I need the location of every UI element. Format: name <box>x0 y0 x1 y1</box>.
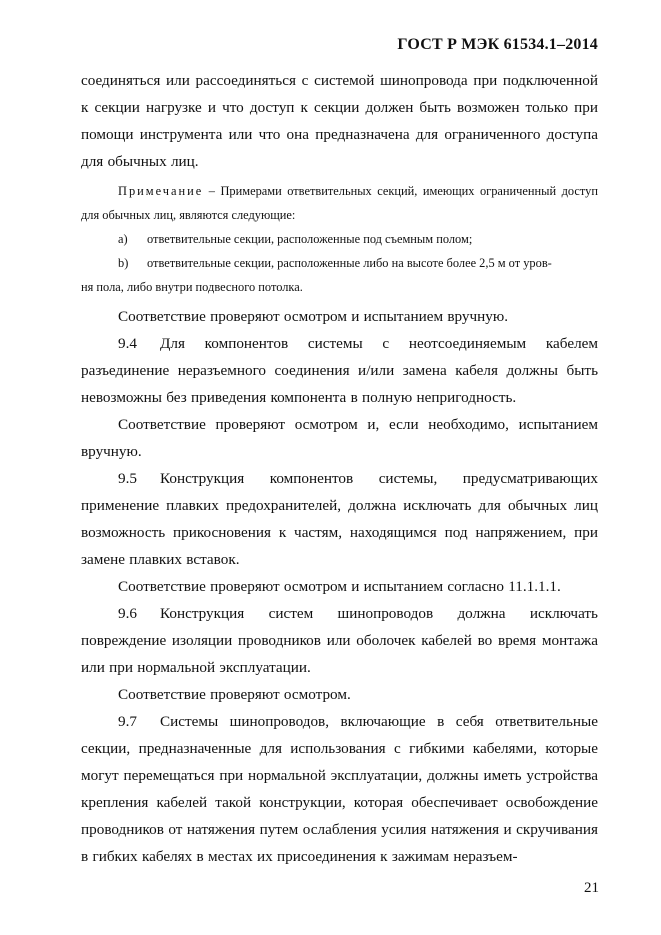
list-marker: а) <box>118 232 128 246</box>
paragraph-continuation: соединяться или рассоединяться с системой шинопровода при подключенной к секции нагрузке и что доступ к секции должен быть возможен только при помощи инструмента или что она предназначена для ограниченного доступа для обычных лиц. <box>81 72 598 170</box>
note-list-item-b-continuation: ня пола, либо внутри подвесного потолка. <box>81 280 303 294</box>
list-marker: b) <box>118 256 129 270</box>
note-text: – Примерами ответвительных секций, имеющих ограниченный доступ для обычных лиц, являются следующие: <box>81 184 598 222</box>
clause-text: Конструкция компонентов системы, предусматривающих применение плавких предохранителей, должна исключать для обычных лиц возможность прикосновения к частям, находящимся под напряжением, при замене плавких вставок. <box>81 470 598 568</box>
compliance-paragraph: Соответствие проверяют осмотром и, если необходимо, испытанием вручную. <box>81 416 598 460</box>
list-item-text: ответвительные секции, расположенные под съемным полом; <box>147 232 473 246</box>
list-item-text: ответвительные секции, расположенные либо на высоте более 2,5 м от уров- <box>147 256 552 270</box>
clause-text: Для компонентов системы с неотсоединяемым кабелем разъединение неразъемного соединения и/или замена кабеля должны быть невозможны без приведения компонента в полную непригодность. <box>81 335 598 406</box>
clause-9-7 <box>81 708 598 870</box>
compliance-paragraph: Соответствие проверяют осмотром и испытанием вручную. <box>118 308 509 325</box>
clause-number: 9.6 <box>118 605 137 622</box>
document-body <box>81 67 598 870</box>
clause-9-5 <box>81 465 598 573</box>
clause-number: 9.7 <box>118 713 137 730</box>
clause-9-6 <box>81 600 598 681</box>
note-list-item-a <box>81 227 598 251</box>
clause-9-4 <box>81 330 598 411</box>
clause-number: 9.4 <box>118 335 137 352</box>
note-paragraph <box>81 179 598 227</box>
compliance-paragraph: Соответствие проверяют осмотром и испытанием согласно 11.1.1.1. <box>118 578 561 595</box>
document-header: ГОСТ Р МЭК 61534.1–2014 <box>397 36 598 53</box>
clause-text: Системы шинопроводов, включающие в себя ответвительные секции, предназначенные для использования с гибкими кабелями, которые могут перемещаться при нормальной эксплуатации, должны иметь устройства крепления кабелей такой конструкции, которая обеспечивает освобождение проводников от натяжения путем ослабления усилия натяжения и скручивания в гибких кабелях в местах их присоединения к зажимам неразъем- <box>81 713 598 865</box>
compliance-paragraph: Соответствие проверяют осмотром. <box>118 686 351 703</box>
clause-text: Конструкция систем шинопроводов должна исключать повреждение изоляции проводников или оболочек кабелей во время монтажа или при нормальной эксплуатации. <box>81 605 598 676</box>
note-label: Примечание <box>118 184 204 198</box>
note-list-item-b <box>81 251 598 275</box>
clause-number: 9.5 <box>118 470 137 487</box>
page-number: 21 <box>584 880 599 896</box>
